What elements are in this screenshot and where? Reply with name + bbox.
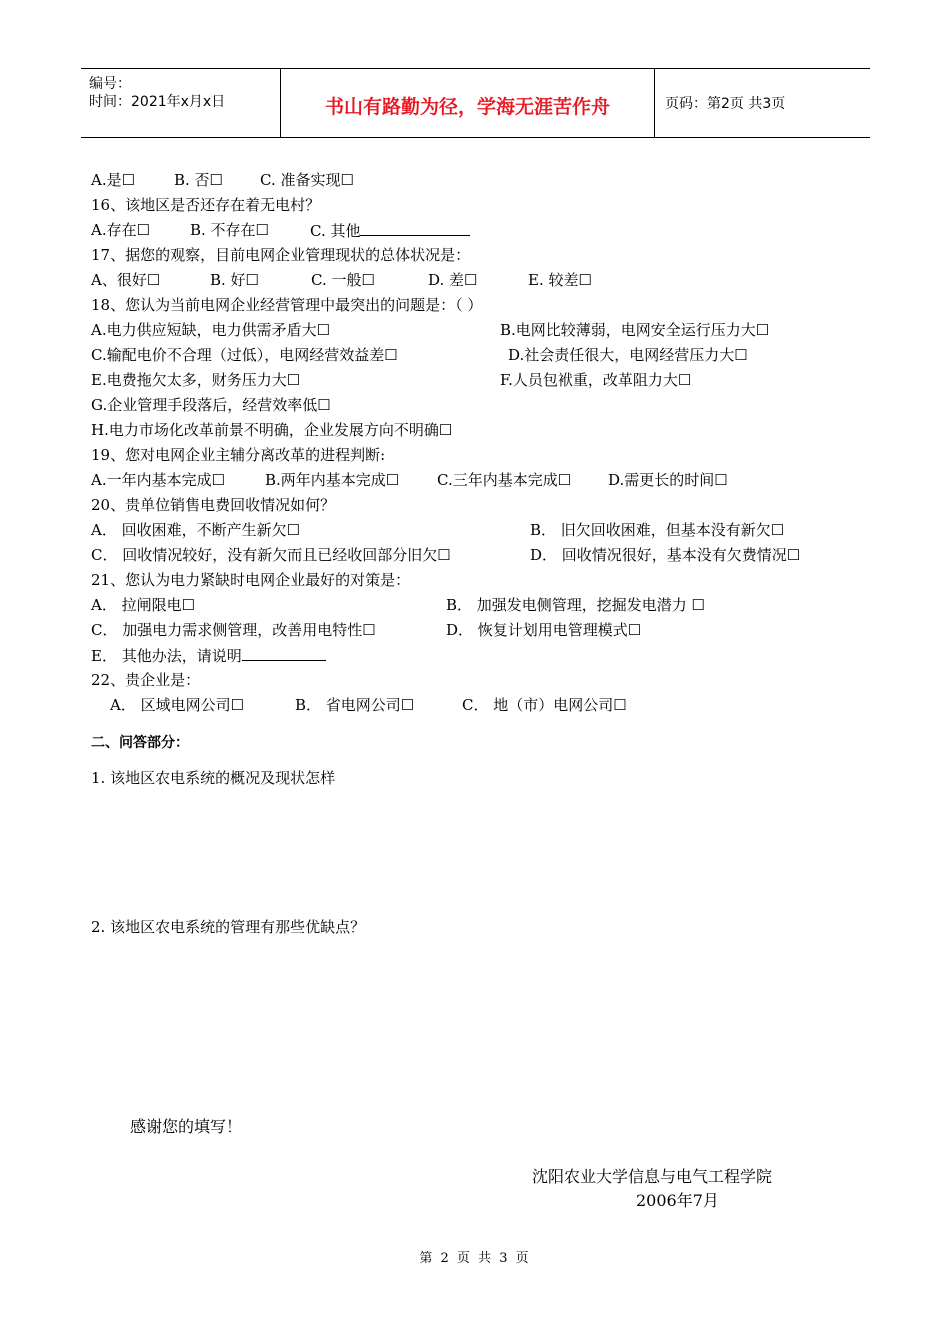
q18-option-e[interactable]: E.电费拖欠太多，财务压力大☐ — [91, 371, 301, 389]
q20-option-a[interactable]: A． 回收困难，不断产生新欠☐ — [91, 521, 301, 539]
organization-name: 沈阳农业大学信息与电气工程学院 — [532, 1167, 773, 1186]
header-middle-cell — [281, 69, 655, 137]
q18-option-c[interactable]: C.输配电价不合理（过低），电网经营效益差☐ — [91, 346, 398, 364]
q16-text: 16、该地区是否还存在着无电村？ — [91, 196, 321, 214]
thanks-text: 感谢您的填写！ — [130, 1117, 243, 1136]
q17-text: 17、据您的观察，目前电网企业管理现状的总体状况是： — [91, 246, 471, 264]
q22-option-b[interactable]: B． 省电网公司☐ — [295, 696, 415, 714]
q19-option-a[interactable]: A.一年内基本完成☐ — [91, 471, 226, 489]
q18-option-g[interactable]: G.企业管理手段落后，经营效率低☐ — [91, 396, 331, 414]
q17-option-c[interactable]: C. 一般☐ — [311, 271, 375, 289]
q19-text: 19、您对电网企业主辅分离改革的进程判断: — [91, 446, 386, 464]
q16-option-b[interactable]: B. 不存在☐ — [190, 221, 270, 239]
open-question-2: 2. 该地区农电系统的管理有那些优缺点？ — [91, 918, 366, 936]
q22-text: 22、贵企业是： — [91, 671, 201, 689]
q19-option-c[interactable]: C.三年内基本完成☐ — [437, 471, 572, 489]
section-2-title: 二、问答部分： — [91, 735, 189, 751]
q16-option-a[interactable]: A.存在☐ — [91, 221, 151, 239]
q17-option-b[interactable]: B. 好☐ — [210, 271, 260, 289]
q21-option-e[interactable] — [91, 646, 326, 665]
document-number: 编号： — [89, 76, 131, 92]
q21-option-b[interactable]: B． 加强发电侧管理，挖掘发电潜力 ☐ — [446, 596, 706, 614]
q17-option-d[interactable]: D. 差☐ — [428, 271, 478, 289]
q20-option-c[interactable]: C． 回收情况较好，没有新欠而且已经收回部分旧欠☐ — [91, 546, 451, 564]
q19-option-b[interactable]: B.两年内基本完成☐ — [265, 471, 400, 489]
q15-option-b[interactable]: B. 否☐ — [174, 171, 224, 189]
q15-option-a[interactable]: A.是☐ — [91, 171, 136, 189]
q18-option-a[interactable]: A.电力供应短缺，电力供需矛盾大☐ — [91, 321, 331, 339]
q17-option-a[interactable]: A、很好☐ — [91, 271, 161, 289]
q18-option-b[interactable]: B.电网比较薄弱，电网安全运行压力大☐ — [500, 321, 770, 339]
q18-option-h[interactable]: H.电力市场化改革前景不明确，企业发展方向不明确☐ — [91, 421, 453, 439]
q18-option-d[interactable]: D.社会责任很大，电网经营压力大☐ — [508, 346, 748, 364]
q16-blank-line[interactable] — [360, 221, 470, 236]
q16-option-c[interactable] — [310, 221, 470, 240]
q19-option-d[interactable]: D.需更长的时间☐ — [608, 471, 728, 489]
q20-option-b[interactable]: B． 旧欠回收困难，但基本没有新欠☐ — [530, 521, 785, 539]
q22-option-a[interactable]: A． 区域电网公司☐ — [110, 696, 245, 714]
q20-text: 20、贵单位销售电费回收情况如何？ — [91, 496, 336, 514]
q21-blank-line[interactable] — [242, 646, 326, 661]
q21-option-d[interactable]: D． 恢复计划用电管理模式☐ — [446, 621, 642, 639]
q18-option-f[interactable]: F.人员包袱重，改革阻力大☐ — [500, 371, 692, 389]
page-header — [81, 68, 870, 138]
q15-option-c[interactable]: C. 准备实现☐ — [260, 171, 354, 189]
document-time: 时间：2021年x月x日 — [89, 94, 226, 110]
header-left-cell — [81, 69, 281, 137]
q21-text: 21、您认为电力紧缺时电网企业最好的对策是： — [91, 571, 411, 589]
q17-option-e[interactable]: E. 较差☐ — [528, 271, 592, 289]
header-right-cell — [655, 69, 870, 137]
q20-option-d[interactable]: D． 回收情况很好，基本没有欠费情况☐ — [530, 546, 801, 564]
q16-option-c-label: C. 其他 — [310, 222, 361, 240]
q22-option-c[interactable]: C． 地（市）电网公司☐ — [462, 696, 627, 714]
open-question-1: 1. 该地区农电系统的概况及现状怎样 — [91, 769, 336, 787]
header-slogan: 书山有路勤为径，学海无涯苦作舟 — [324, 96, 610, 118]
q21-option-c[interactable]: C． 加强电力需求侧管理，改善用电特性☐ — [91, 621, 376, 639]
q18-text: 18、您认为当前电网企业经营管理中最突出的问题是：（ ） — [91, 296, 483, 314]
header-page-number: 页码：第2页 共3页 — [665, 96, 786, 112]
q21-option-e-label: E． 其他办法，请说明 — [91, 647, 242, 665]
q21-option-a[interactable]: A． 拉闸限电☐ — [91, 596, 196, 614]
closing-date: 2006年7月 — [636, 1191, 719, 1210]
page-footer: 第 2 页 共 3 页 — [419, 1251, 531, 1266]
